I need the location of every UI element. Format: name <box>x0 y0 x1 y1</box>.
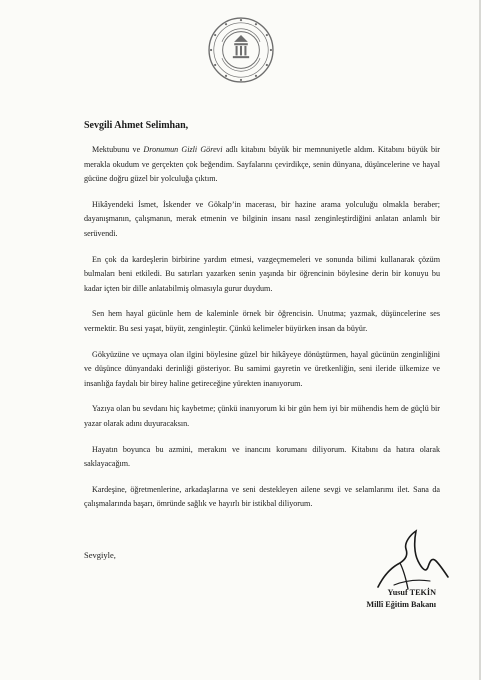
signatory-title: Millî Eğitim Bakanı <box>366 600 436 609</box>
paragraph-1-start: Mektubunu ve <box>92 145 144 154</box>
salutation: Sevgili Ahmet Selimhan, <box>84 120 189 131</box>
paragraph-6: Yazıya olan bu sevdanı hiç kaybetme; çünkü inanıyorum ki bir gün hem iyi bir mühendis hem de güçlü bir yazar olarak adını duyuracaksın. <box>84 404 440 428</box>
paragraph-8: Kardeşine, öğretmenlerine, arkadaşlarına ve seni destekleyen ailene sevgi ve selamlarımı ilet. Sana da çalışmalarında başarı, ömründe sağlık ve hayırlı bir istikbal diliyorum. <box>84 484 440 509</box>
paragraph-3: En çok da kardeşlerin birbirine yardım etmesi, vazgeçmemeleri ve sonunda bilimi kullanarak çözüm bulmaları beni etkiledi. Bu satırları yazarken senin yaşında bir öğrencinin böylesine derin bir konuyu bu kadar içten bir dille anlatabilmiş olmasıyla gurur duydum. <box>84 254 440 293</box>
paragraph-4: Sen hem hayal gücünle hem de kaleminle örnek bir öğrencisin. Unutma; yazmak, düşüncelerine ses vermektir. Bu sesi yaşat, büyüt, zenginleştir. Çünkü kelimeler büyürken insan da büyür. <box>84 309 440 333</box>
signatory-name: Yusuf TEKİN <box>387 588 436 597</box>
ministry-seal-icon <box>207 16 275 84</box>
closing: Sevgiyle, <box>84 550 116 560</box>
paragraph-1-end: adlı kitabını büyük bir memnuniyetle aldım. Kitabını büyük bir merakla okudum ve gerçekten çok beğendim. Sayfalarını çevirdikçe, senin dünyana, düşüncelerine ve hayal gücüne doğru güzel bir yolculuğa çıktım. <box>84 145 440 184</box>
paragraph-7: Hayatın boyunca bu azmini, merakını ve inancını korumanı diliyorum. Kitabını da hatıra olarak saklayacağım. <box>84 444 440 469</box>
letter-body <box>84 120 440 523</box>
signatory-block <box>346 587 436 611</box>
paragraph-5: Gökyüzüne ve uçmaya olan ilgini böylesine güzel bir hikâyeye dönüştürmen, hayal gücünün zenginliğini ve düşünce dünyandaki derinliği gösteriyor. Bu samimi gayretin ve üretkenliğin, seni ileride ülkemize ve insanlığa faydalı bir birey haline getireceğine yürekten inanıyorum. <box>84 349 440 388</box>
paragraph-2: Hikâyendeki İsmet, İskender ve Gökalp’in macerası, bir hazine arama yolculuğu olmakla beraber; dayanışmanın, çalışmanın, merak etmenin ve bilginin insanı nasıl zenginleştirdiğini anlatan anlamlı bir serüvendi. <box>84 199 440 238</box>
book-title: Dronumun Gizli Görevi <box>143 145 223 154</box>
paragraph-1 <box>84 143 440 187</box>
